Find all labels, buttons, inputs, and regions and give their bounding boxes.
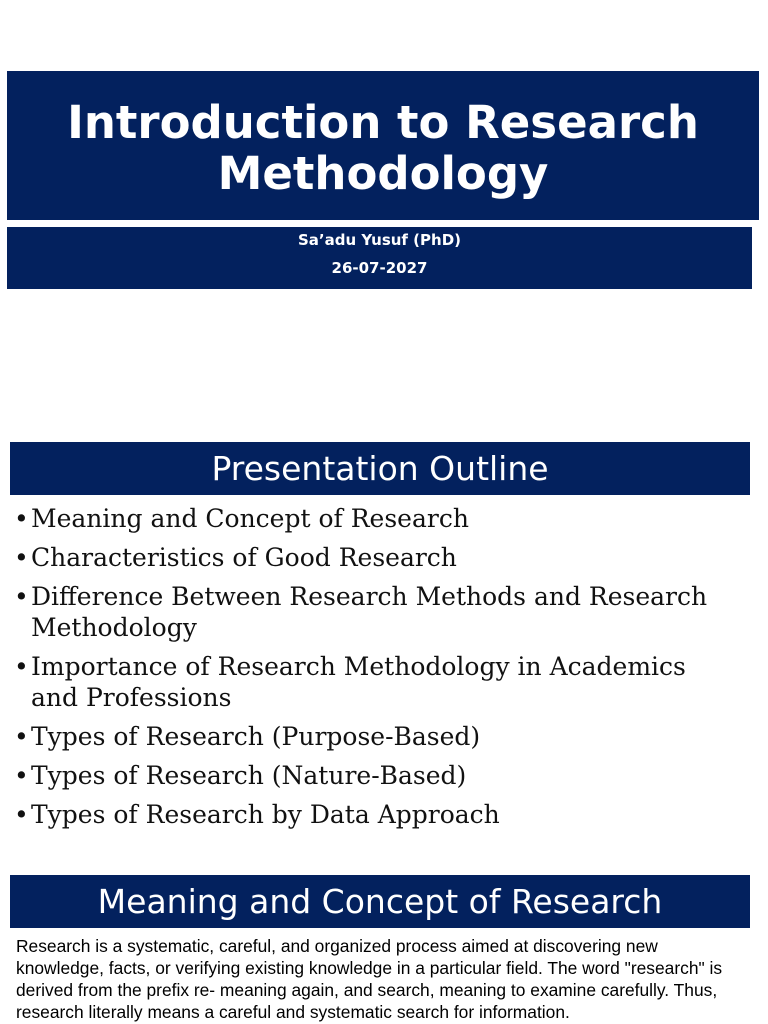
presentation-title: Introduction to Research Methodology	[67, 95, 699, 200]
outline-item	[14, 503, 714, 534]
subtitle-banner	[7, 227, 752, 289]
bullet-icon: •	[14, 582, 29, 611]
outline-item	[14, 799, 714, 830]
bullet-icon: •	[14, 504, 29, 533]
bullet-icon: •	[14, 800, 29, 829]
meaning-paragraph: Research is a systematic, careful, and organized process aimed at discovering new knowledge, facts, or verifying existing knowledge in a particular field. The word "research" is derived from the prefix re- meaning again, and search, meaning to examine carefully. Thus, research literally means a careful and systematic search for information.	[16, 936, 723, 1022]
bullet-icon: •	[14, 722, 29, 751]
outline-list	[14, 503, 714, 838]
outline-heading: Presentation Outline	[211, 449, 549, 488]
outline-item-text: Types of Research (Nature-Based)	[31, 761, 467, 790]
bullet-icon: •	[14, 543, 29, 572]
bullet-icon: •	[14, 652, 29, 681]
outline-item-text: Meaning and Concept of Research	[31, 504, 469, 533]
author-name: Sa’adu Yusuf (PhD)	[297, 231, 462, 249]
meaning-heading-banner	[10, 875, 750, 928]
bullet-icon: •	[14, 761, 29, 790]
outline-item	[14, 542, 714, 573]
title-banner	[7, 71, 759, 220]
outline-item-text: Characteristics of Good Research	[31, 543, 457, 572]
outline-item	[14, 581, 714, 643]
outline-item	[14, 651, 714, 713]
outline-item	[14, 721, 714, 752]
outline-item-text: Difference Between Research Methods and Research Methodology	[31, 582, 708, 642]
outline-heading-banner	[10, 442, 750, 495]
outline-item-text: Importance of Research Methodology in Academics and Professions	[31, 652, 686, 712]
meaning-heading: Meaning and Concept of Research	[97, 882, 663, 921]
outline-item-text: Types of Research (Purpose-Based)	[31, 722, 481, 751]
outline-item	[14, 760, 714, 791]
outline-item-text: Types of Research by Data Approach	[31, 800, 500, 829]
presentation-date: 26-07-2027	[331, 259, 428, 277]
